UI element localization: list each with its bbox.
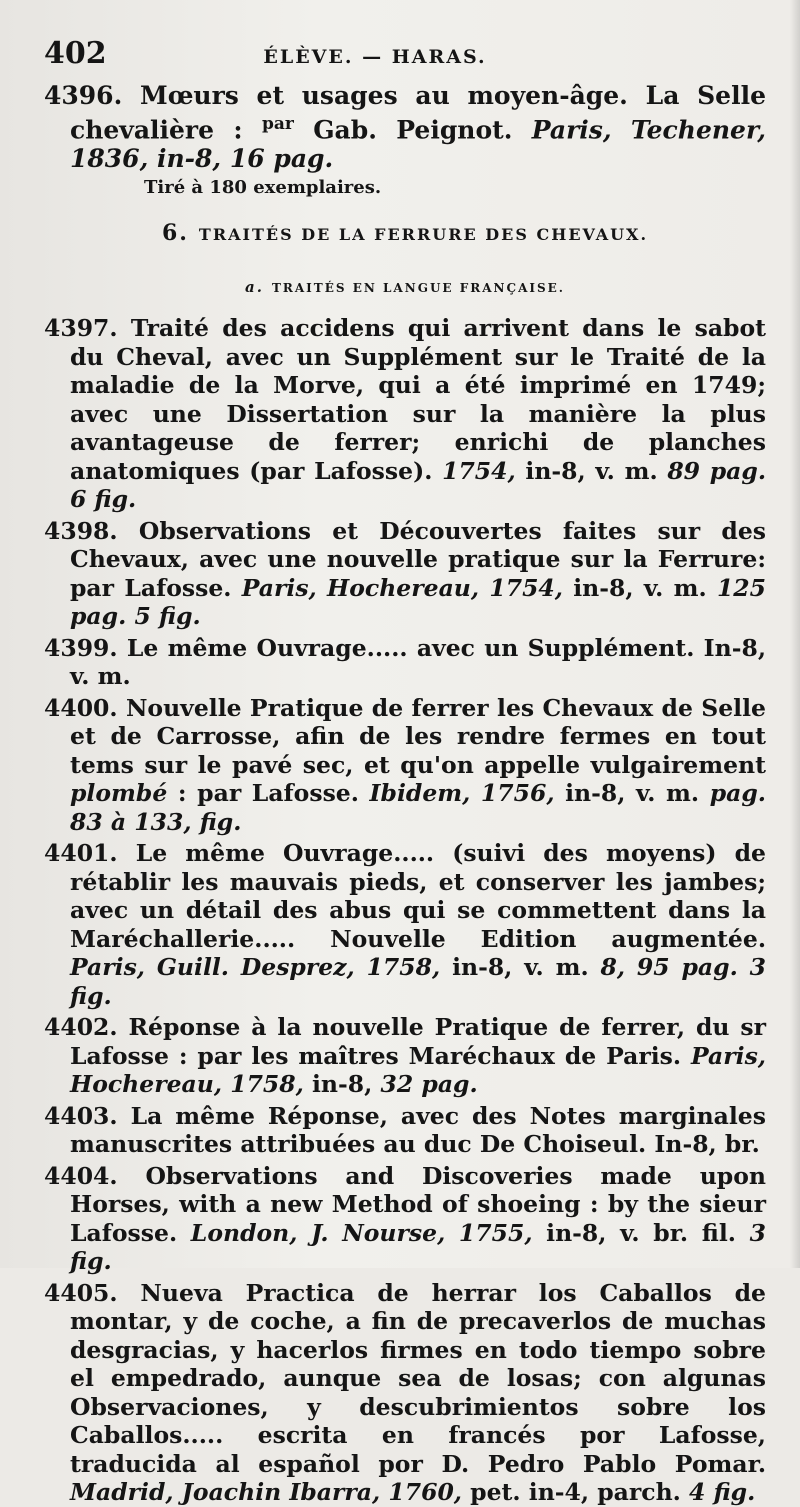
entry-imprint: 1754, — [442, 456, 516, 485]
entry-text: in-8, v. m. — [554, 779, 710, 808]
entry-imprint: Madrid, Joachin Ibarra, 1760, — [70, 1478, 462, 1507]
entry-number: 4398. — [44, 516, 118, 545]
entry-text: Observations et Découvertes faites sur des Chevaux, avec une nouvelle pratique sur la Ferrure: par Lafosse. — [70, 516, 766, 602]
entry-text: Le même Ouvrage..... avec un Supplément. In-8, v. m. — [70, 633, 766, 691]
entry-4401 — [44, 839, 766, 1010]
entry-collation: 3 fig. — [70, 1218, 766, 1276]
entry-text: in-8, v. m. — [562, 573, 717, 602]
entry-collation: 89 pag. 6 fig. — [70, 456, 767, 514]
entry-imprint: Paris, Techener, 1836, in-8, 16 pag. — [70, 115, 766, 174]
entry-text: in-8, — [303, 1070, 381, 1099]
entry-text: Gab. Peignot. — [313, 115, 532, 145]
section-number: 6. — [161, 220, 189, 247]
entry-number: 4401. — [44, 839, 118, 868]
entry-imprint: Paris, Guill. Desprez, 1758, — [70, 953, 441, 982]
subsection-title: TRAITÉS EN LANGUE FRANÇAISE. — [271, 281, 565, 296]
entry-text: Traité des accidens qui arrivent dans le sabot du Cheval, avec un Supplément sur le Traité de la maladie de la Morve, qui a été imprimé en 1749; avec une Dissertation sur la manière la plus avantageuse de ferrer; enrichi de planches anatomiques (par Lafosse). — [70, 314, 767, 485]
entry-4400 — [44, 694, 766, 837]
entry-4399 — [44, 634, 766, 691]
page-number: 402 — [44, 36, 107, 71]
entry-collation: 4 fig. — [689, 1478, 756, 1507]
entry-text: Mœurs et usages au moyen-âge. La Selle chevalière : — [70, 81, 766, 145]
entry-4402 — [44, 1013, 766, 1099]
entry-4398 — [44, 517, 766, 631]
entry-text: Nouvelle Pratique de ferrer les Chevaux de Selle et de Carrosse, afin de les rendre fermes en tout tems sur le pavé sec, et qu'on appelle vulgairement — [70, 693, 766, 779]
entry-term: plombé — [70, 779, 168, 808]
subsection-heading — [44, 278, 766, 296]
entry-imprint: London, J. Nourse, 1755, — [190, 1218, 533, 1247]
entry-imprint: Ibidem, 1756, — [369, 779, 555, 808]
entry-text: in-8, v. m. — [515, 456, 668, 485]
entry-number: 4404. — [44, 1161, 118, 1190]
entry-number: 4402. — [44, 1013, 118, 1042]
page-header — [44, 36, 766, 71]
running-head: ÉLÈVE. — HARAS. — [263, 46, 487, 68]
entry-number: 4400. — [44, 693, 118, 722]
entry-imprint: Paris, Hochereau, 1758, — [70, 1041, 766, 1099]
entry-4396 — [44, 81, 766, 173]
entry-number: 4405. — [44, 1278, 118, 1307]
entry-4404 — [44, 1162, 766, 1276]
entry-text: La même Réponse, avec des Notes marginales manuscrites attribuées au duc De Choiseul. In-8, br. — [70, 1101, 766, 1159]
section-heading — [44, 220, 766, 246]
entry-number: 4396. — [44, 81, 123, 110]
entry-text: Observations and Discoveries made upon Horses, with a new Method of shoeing : by the sieur Lafosse. — [70, 1161, 766, 1247]
entry-text: pet. in-4, parch. — [461, 1478, 690, 1507]
entry-text: in-8, v. br. fil. — [532, 1218, 750, 1247]
entry-collation: 32 pag. — [380, 1070, 478, 1099]
entry-imprint: Paris, Hochereau, 1754, — [241, 573, 563, 602]
entry-text: Réponse à la nouvelle Pratique de ferrer, du sr Lafosse : par les maîtres Maréchaux de Paris. — [70, 1013, 766, 1070]
entry-collation: 125 pag. 5 fig. — [70, 573, 766, 631]
edition-note: Tiré à 180 exemplaires. — [144, 177, 382, 199]
section-title: TRAITÉS DE LA FERRURE DES CHEVAUX. — [198, 225, 649, 245]
entry-text: Le même Ouvrage..... (suivi des moyens) de rétablir les mauvais pieds, et conserver les jambes; avec un détail des abus qui se commettent dans la Maréchallerie..... Nouvelle Edition augmentée. — [70, 839, 767, 953]
entry-4397 — [44, 314, 766, 514]
entry-number: 4399. — [44, 633, 118, 662]
entry-text: Nueva Practica de herrar los Caballos de montar, y de coche, a fin de precaverlos de muchas desgracias, y hacerlos firmes en todo tiempo sobre el empedrado, aunque sea de losas; con algunas Observaciones, y descubrimientos sobre los Caballos..... escrita en francés por Lafosse, traducida al español por D. Pedro Pablo Pomar. — [70, 1278, 766, 1478]
entry-text-par: par — [261, 114, 294, 134]
entry-text: in-8, v. m. — [440, 953, 601, 982]
subsection-letter: a. — [245, 278, 264, 297]
entry-number: 4397. — [44, 314, 118, 343]
entry-4403 — [44, 1102, 766, 1159]
entry-number: 4403. — [44, 1101, 118, 1130]
entry-4405 — [44, 1279, 766, 1507]
entry-collation: pag. 83 à 133, fig. — [70, 779, 766, 836]
entry-text: : par Lafosse. — [167, 779, 370, 808]
entry-collation: 8, 95 pag. 3 fig. — [70, 953, 767, 1010]
